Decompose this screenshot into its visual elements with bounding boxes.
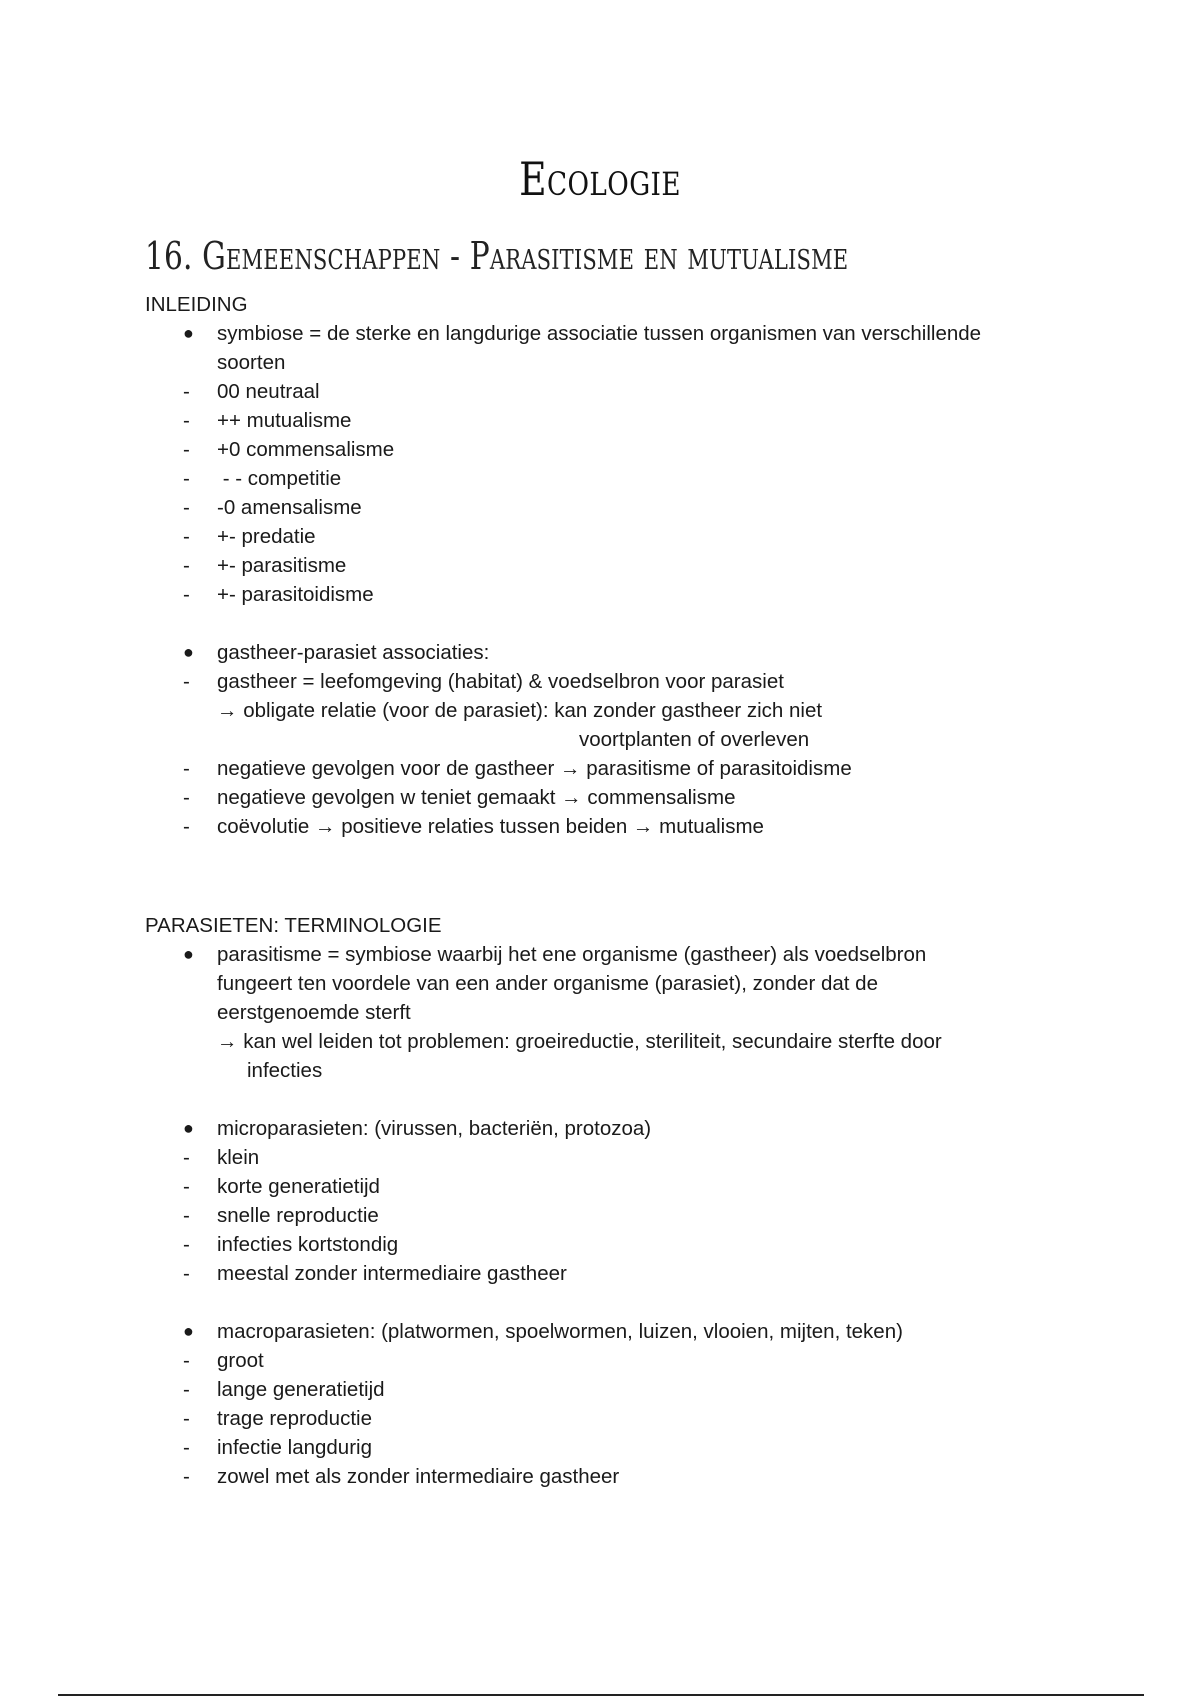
gastheer-parasiet-label: gastheer-parasiet associaties: xyxy=(217,641,490,664)
dash-icon: - xyxy=(183,380,190,403)
list-item-text: infecties kortstondig xyxy=(217,1233,399,1256)
dash-icon: - xyxy=(183,525,190,548)
list-item-text: ++ mutualisme xyxy=(217,409,352,432)
list-item-text: lange generatietijd xyxy=(217,1378,385,1401)
list-item-text: -0 amensalisme xyxy=(217,496,362,519)
list-item xyxy=(145,493,1075,522)
spacer xyxy=(145,1085,1075,1114)
dash-icon: - xyxy=(183,786,190,809)
list-item-text: +0 commensalisme xyxy=(217,438,395,461)
bullet-icon: ● xyxy=(183,323,194,343)
list-item xyxy=(145,522,1075,551)
list-item xyxy=(145,667,1075,754)
list-item xyxy=(145,1172,1075,1201)
dash-icon: - xyxy=(183,1146,190,1169)
bullet-icon: ● xyxy=(183,642,194,662)
bullet-gastheer-parasiet xyxy=(145,638,1075,667)
footer-divider xyxy=(58,1694,1144,1696)
spacer xyxy=(145,899,1075,911)
list-item-text: +- parasitisme xyxy=(217,554,347,577)
dash-icon: - xyxy=(183,1175,190,1198)
list-item-text: +- predatie xyxy=(217,525,316,548)
list-item-text: trage reproductie xyxy=(217,1407,372,1430)
list-item xyxy=(145,812,1075,841)
dash-icon: - xyxy=(183,757,190,780)
section-heading-inleiding: INLEIDING xyxy=(145,293,248,316)
dash-icon: - xyxy=(183,1233,190,1256)
symbiose-types-list xyxy=(145,377,1075,609)
section-heading-parasieten: PARASIETEN: TERMINOLOGIE xyxy=(145,914,442,937)
list-item xyxy=(145,377,1075,406)
list-item-text: coëvolutie → positieve relaties tussen beiden → mutualisme xyxy=(217,815,764,838)
list-item-text: zowel met als zonder intermediaire gastheer xyxy=(217,1465,620,1488)
document-body xyxy=(145,290,1075,1491)
obligate-relatie-continued: voortplanten of overleven xyxy=(579,728,810,751)
dash-icon: - xyxy=(183,554,190,577)
list-item xyxy=(145,1230,1075,1259)
list-item-text: meestal zonder intermediaire gastheer xyxy=(217,1262,567,1285)
list-item-text: korte generatietijd xyxy=(217,1175,380,1198)
list-item xyxy=(145,1259,1075,1288)
parasitisme-line1: parasitisme = symbiose waarbij het ene organisme (gastheer) als voedselbron xyxy=(217,943,927,966)
list-item xyxy=(145,1375,1075,1404)
dash-icon: - xyxy=(183,1465,190,1488)
list-item xyxy=(145,1462,1075,1491)
bullet-microparasieten xyxy=(145,1114,1075,1143)
dash-icon: - xyxy=(183,1204,190,1227)
dash-icon: - xyxy=(183,1436,190,1459)
list-item xyxy=(145,1433,1075,1462)
list-item-text: +- parasitoidisme xyxy=(217,583,374,606)
macroparasieten-label: macroparasieten: (platwormen, spoelwormen, luizen, vlooien, mijten, teken) xyxy=(217,1320,903,1343)
dash-icon: - xyxy=(183,670,190,693)
list-item-text: - - competitie xyxy=(217,467,342,490)
dash-icon: - xyxy=(183,1262,190,1285)
list-item-text: klein xyxy=(217,1146,260,1169)
dash-icon: - xyxy=(183,496,190,519)
obligate-relatie: → obligate relatie (voor de parasiet): kan zonder gastheer zich niet xyxy=(217,699,823,722)
gastheer-parasiet-list xyxy=(145,667,1075,841)
spacer xyxy=(145,609,1075,638)
bullet-icon: ● xyxy=(183,1321,194,1341)
list-item xyxy=(145,1346,1075,1375)
bullet-parasitisme xyxy=(145,940,1075,1085)
list-item-text: snelle reproductie xyxy=(217,1204,379,1227)
gastheer-definition: gastheer = leefomgeving (habitat) & voedselbron voor parasiet xyxy=(217,670,784,693)
bullet-macroparasieten xyxy=(145,1317,1075,1346)
parasitisme-consequence-continued: infecties xyxy=(247,1059,323,1082)
dash-icon: - xyxy=(183,1407,190,1430)
macroparasieten-list xyxy=(145,1346,1075,1491)
microparasieten-list xyxy=(145,1143,1075,1288)
list-item xyxy=(145,464,1075,493)
list-item-text: infectie langdurig xyxy=(217,1436,372,1459)
chapter-title: 16. Gemeenschappen - Parasitisme en mutualisme xyxy=(145,234,849,278)
page-title: Ecologie xyxy=(519,152,681,206)
list-item xyxy=(145,754,1075,783)
dash-icon: - xyxy=(183,467,190,490)
list-item xyxy=(145,783,1075,812)
parasitisme-consequence: → kan wel leiden tot problemen: groeireductie, steriliteit, secundaire sterfte door xyxy=(217,1030,942,1053)
dash-icon: - xyxy=(183,409,190,432)
spacer xyxy=(145,841,1075,899)
symbiose-definition-line1: symbiose = de sterke en langdurige associatie tussen organismen van verschillende xyxy=(217,322,982,345)
list-item-text: 00 neutraal xyxy=(217,380,320,403)
list-item xyxy=(145,406,1075,435)
list-item-text: negatieve gevolgen voor de gastheer → parasitisme of parasitoidisme xyxy=(217,757,852,780)
list-item-text: groot xyxy=(217,1349,264,1372)
spacer xyxy=(145,1288,1075,1317)
parasitisme-line2: fungeert ten voordele van een ander organisme (parasiet), zonder dat de xyxy=(217,972,878,995)
dash-icon: - xyxy=(183,583,190,606)
dash-icon: - xyxy=(183,1378,190,1401)
list-item xyxy=(145,551,1075,580)
list-item xyxy=(145,1404,1075,1433)
list-item xyxy=(145,1143,1075,1172)
dash-icon: - xyxy=(183,438,190,461)
bullet-icon: ● xyxy=(183,1118,194,1138)
list-item xyxy=(145,580,1075,609)
list-item xyxy=(145,435,1075,464)
list-item xyxy=(145,1201,1075,1230)
dash-icon: - xyxy=(183,1349,190,1372)
list-item-text: negatieve gevolgen w teniet gemaakt → commensalisme xyxy=(217,786,736,809)
dash-icon: - xyxy=(183,815,190,838)
bullet-icon: ● xyxy=(183,944,194,964)
microparasieten-label: microparasieten: (virussen, bacteriën, protozoa) xyxy=(217,1117,652,1140)
symbiose-definition-line2: soorten xyxy=(217,351,286,374)
parasitisme-line3: eerstgenoemde sterft xyxy=(217,1001,411,1024)
bullet-symbiose xyxy=(145,319,1075,377)
